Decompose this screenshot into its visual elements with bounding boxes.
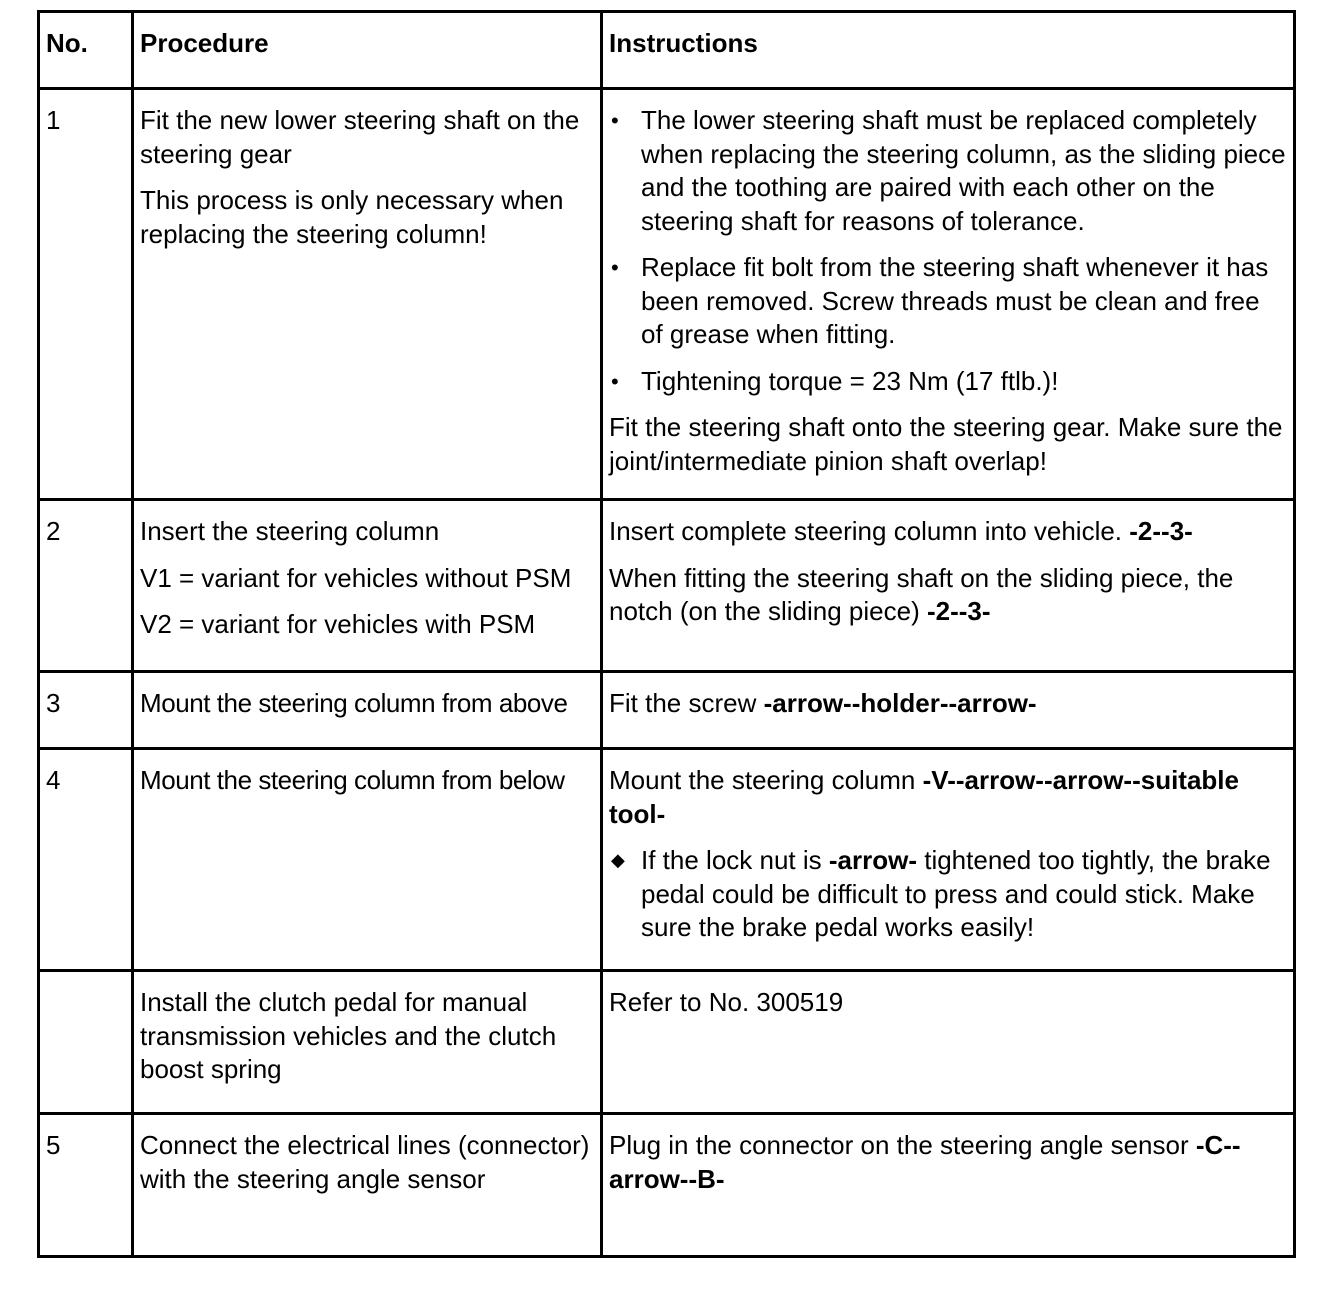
procedure-text: Connect the electrical lines (connector) with the steering angle sensor — [140, 1130, 590, 1194]
procedure-text: Fit the new lower steering shaft on the steering gear — [140, 105, 580, 169]
table-row — [39, 971, 1295, 1114]
instruction-bullet — [609, 251, 1287, 352]
instructions-cell — [602, 672, 1295, 749]
table-row — [39, 89, 1295, 500]
instruction-text — [609, 515, 1287, 549]
instruction-text-part: When fitting the steering shaft on the sliding piece, the notch (on the sliding piece) — [609, 562, 1234, 626]
bullet-icon: • — [611, 368, 619, 394]
instruction-text — [609, 764, 1287, 831]
table-row — [39, 1114, 1295, 1257]
instructions-cell — [602, 500, 1295, 672]
header-procedure: Procedure — [133, 12, 602, 89]
table-row — [39, 500, 1295, 672]
step-number: 4 — [39, 749, 133, 971]
step-number: 3 — [39, 672, 133, 749]
warning-text-part: If the lock nut is — [641, 845, 829, 875]
instruction-bullet — [609, 104, 1287, 238]
instruction-text — [609, 687, 1287, 721]
figure-reference: -arrow--holder--arrow- — [763, 688, 1037, 718]
procedure-note: This process is only necessary when replacing the steering column! — [140, 185, 564, 249]
procedure-text: Mount the steering column from above — [140, 688, 568, 718]
procedure-cell — [133, 1114, 602, 1257]
procedure-table — [37, 10, 1296, 1258]
instruction-text-part: Plug in the connector on the steering angle sensor — [609, 1130, 1196, 1160]
bullet-text: Tightening torque = 23 Nm (17 ftlb.)! — [641, 365, 1059, 396]
procedure-text: Install the clutch pedal for manual transmission vehicles and the clutch boost spring — [140, 987, 557, 1084]
header-instructions: Instructions — [602, 12, 1295, 89]
bullet-text: The lower steering shaft must be replaced completely when replacing the steering column, as the sliding piece and the toothing are paired with each other on the steering shaft for reasons of tolerance. — [641, 105, 1286, 236]
warning-list — [609, 844, 1287, 945]
instructions-cell — [602, 971, 1295, 1114]
instructions-cell — [602, 749, 1295, 971]
procedure-cell — [133, 89, 602, 500]
instruction-text: Fit the steering shaft onto the steering gear. Make sure the joint/intermediate pinion shaft overlap! — [609, 412, 1283, 476]
procedure-cell — [133, 500, 602, 672]
step-number — [39, 971, 133, 1114]
table-header-row — [39, 12, 1295, 89]
step-number: 2 — [39, 500, 133, 672]
instruction-bullet-list — [609, 104, 1287, 398]
header-no: No. — [39, 12, 133, 89]
figure-reference: -C--arrow--B- — [609, 1130, 1241, 1194]
instructions-cell — [602, 89, 1295, 500]
diamond-bullet-icon: ◆ — [611, 850, 625, 870]
procedure-cell — [133, 971, 602, 1114]
procedure-text: Insert the steering column — [140, 516, 440, 546]
instruction-text-part: Mount the steering column — [609, 765, 923, 795]
step-number: 5 — [39, 1114, 133, 1257]
figure-reference: -2--3- — [1129, 516, 1193, 546]
bullet-icon: • — [611, 108, 619, 133]
figure-reference: -arrow- — [828, 845, 917, 875]
instruction-text — [609, 1129, 1287, 1196]
instruction-bullet — [609, 365, 1287, 399]
instructions-cell — [602, 1114, 1295, 1257]
warning-text-part: tightened too tightly, the brake pedal could be difficult to press and could stick. Make sure the brake pedal works easily! — [641, 845, 1271, 942]
procedure-text: Mount the steering column from below — [140, 765, 565, 795]
figure-reference: -V--arrow--arrow--suitable tool- — [609, 765, 1239, 829]
bullet-icon: • — [611, 255, 619, 280]
procedure-cell — [133, 749, 602, 971]
instruction-text: Refer to No. 300519 — [609, 987, 844, 1017]
instruction-text-part: Insert complete steering column into vehicle. — [609, 516, 1130, 546]
procedure-variant: V2 = variant for vehicles with PSM — [140, 609, 536, 639]
procedure-cell — [133, 672, 602, 749]
table-row — [39, 749, 1295, 971]
procedure-variant: V1 = variant for vehicles without PSM — [140, 562, 572, 593]
instruction-text — [609, 562, 1287, 629]
instruction-text-part: Fit the screw — [609, 688, 764, 718]
bullet-text: Replace fit bolt from the steering shaft whenever it has been removed. Screw threads must be clean and free of grease when fitting. — [641, 252, 1269, 349]
warning-item — [609, 844, 1287, 945]
step-number: 1 — [39, 89, 133, 500]
table-row — [39, 672, 1295, 749]
figure-reference: -2--3- — [926, 596, 991, 626]
